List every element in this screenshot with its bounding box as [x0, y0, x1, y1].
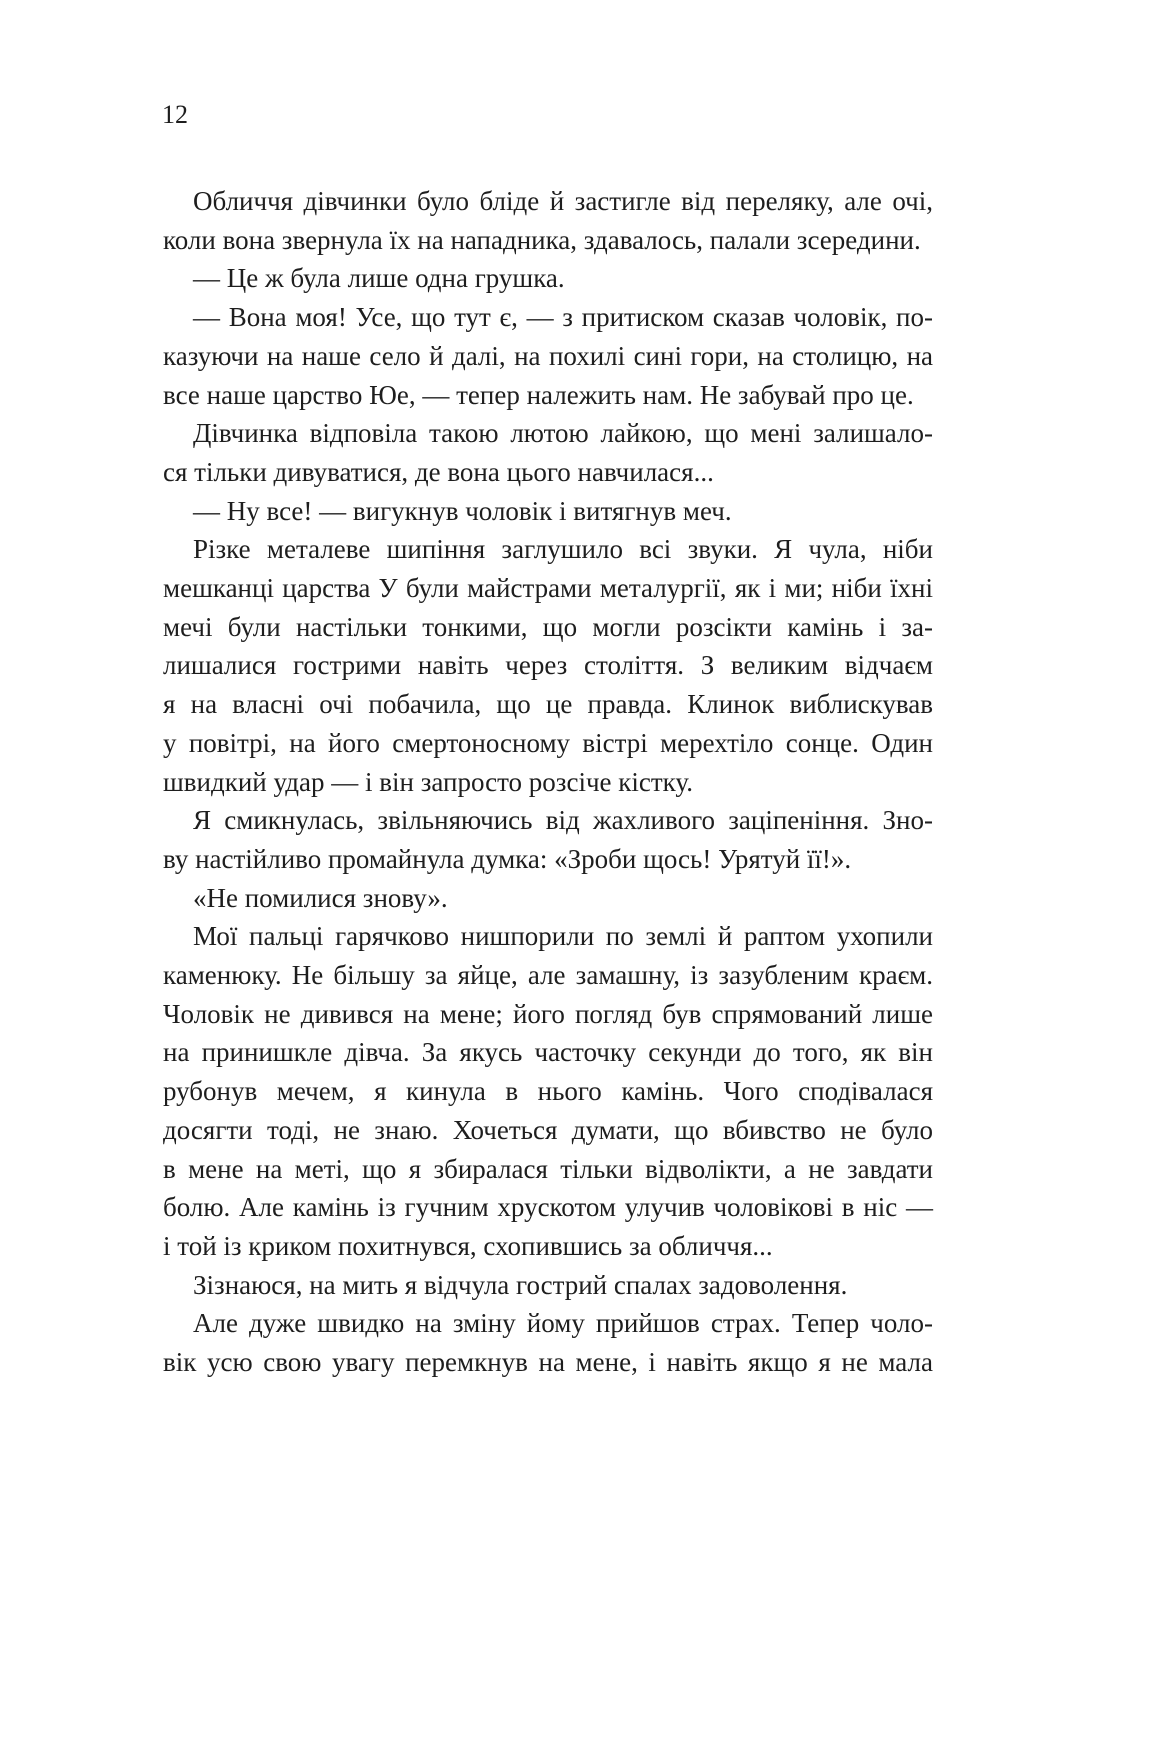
paragraph: [163, 414, 933, 491]
text-line: Мої пальці гарячково нишпорили по землі й раптом ухопили: [193, 921, 933, 952]
text-line: мечі були настільки тонкими, що могли розсікти камінь і за-: [163, 611, 933, 642]
text-line: «Не помилися знову».: [193, 882, 448, 913]
text-line: я на власні очі побачила, що це правда. Клинок виблискував: [163, 689, 933, 720]
text-line: на принишкле дівча. За якусь часточку секунди до того, як він: [163, 1037, 933, 1068]
text-line: каменюку. Не більшу за яйце, але замашну, із зазубленим краєм.: [163, 960, 933, 991]
text-line: ся тільки дивуватися, де вона цього навчилася...: [163, 456, 714, 487]
text-line: ву настійливо промайнула думка: «Зроби щось! Урятуй її!».: [163, 843, 852, 874]
text-line: Обличчя дівчинки було бліде й застигле від переляку, але очі,: [193, 186, 933, 216]
paragraph: [163, 879, 933, 918]
text-line: у повітрі, на його смертоносному вістрі мерехтіло сонце. Один: [163, 727, 933, 758]
paragraph: [163, 917, 933, 1265]
text-line: все наше царство Юе, — тепер належить нам. Не забувай про це.: [163, 379, 914, 410]
text-line: досягти тоді, не знаю. Хочеться думати, що вбивство не було: [163, 1114, 933, 1145]
text-line: мешканці царства У були майстрами металургії, як і ми; ніби їхні: [163, 573, 933, 604]
paragraph: [163, 259, 933, 298]
paragraph: [163, 492, 933, 531]
text-line: Дівчинка відповіла такою лютою лайкою, що мені залишало-: [193, 418, 933, 449]
text-line: — Це ж була лише одна грушка.: [193, 263, 565, 294]
text-line: в мене на меті, що я збиралася тільки відволікти, а не завдати: [163, 1153, 933, 1184]
text-line: і той із криком похитнувся, схопившись за обличчя...: [163, 1230, 773, 1261]
text-line: вік усю свою увагу перемкнув на мене, і навіть якщо я не мала: [163, 1347, 933, 1378]
text-line: Чоловік не дивився на мене; його погляд був спрямований лише: [163, 998, 933, 1029]
paragraph: [163, 1304, 933, 1381]
text-line: Зізнаюся, на мить я відчула гострий спалах задоволення.: [193, 1269, 848, 1300]
page-text: [163, 182, 933, 1382]
page-number: 12: [162, 100, 188, 129]
text-line: — Ну все! — вигукнув чоловік і витягнув меч.: [193, 495, 732, 526]
text-line: Я смикнулась, звільняючись від жахливого заціпеніння. Зно-: [193, 805, 933, 836]
text-line: — Вона моя! Усе, що тут є, — з притиском сказав чоловік, по-: [193, 302, 933, 333]
text-line: швидкий удар — і він запросто розсіче кістку.: [163, 766, 693, 797]
text-line: рубонув мечем, я кинула в нього камінь. Чого сподівалася: [163, 1076, 933, 1107]
text-line: коли вона звернула їх на нападника, здавалось, палали зсередини.: [163, 224, 921, 255]
text-line: болю. Але камінь із гучним хрускотом улучив чоловікові в ніс —: [163, 1192, 933, 1223]
paragraph: [163, 530, 933, 801]
paragraph: [163, 801, 933, 878]
text-line: казуючи на наше село й далі, на похилі сині гори, на столицю, на: [163, 340, 933, 371]
paragraph: [163, 1266, 933, 1305]
text-line: Але дуже швидко на зміну йому прийшов страх. Тепер чоло-: [193, 1308, 933, 1339]
paragraph: [163, 182, 933, 259]
text-line: Різке металеве шипіння заглушило всі звуки. Я чула, ніби: [193, 534, 933, 565]
text-line: лишалися гострими навіть через століття. З великим відчаєм: [163, 650, 933, 681]
paragraph: [163, 298, 933, 414]
